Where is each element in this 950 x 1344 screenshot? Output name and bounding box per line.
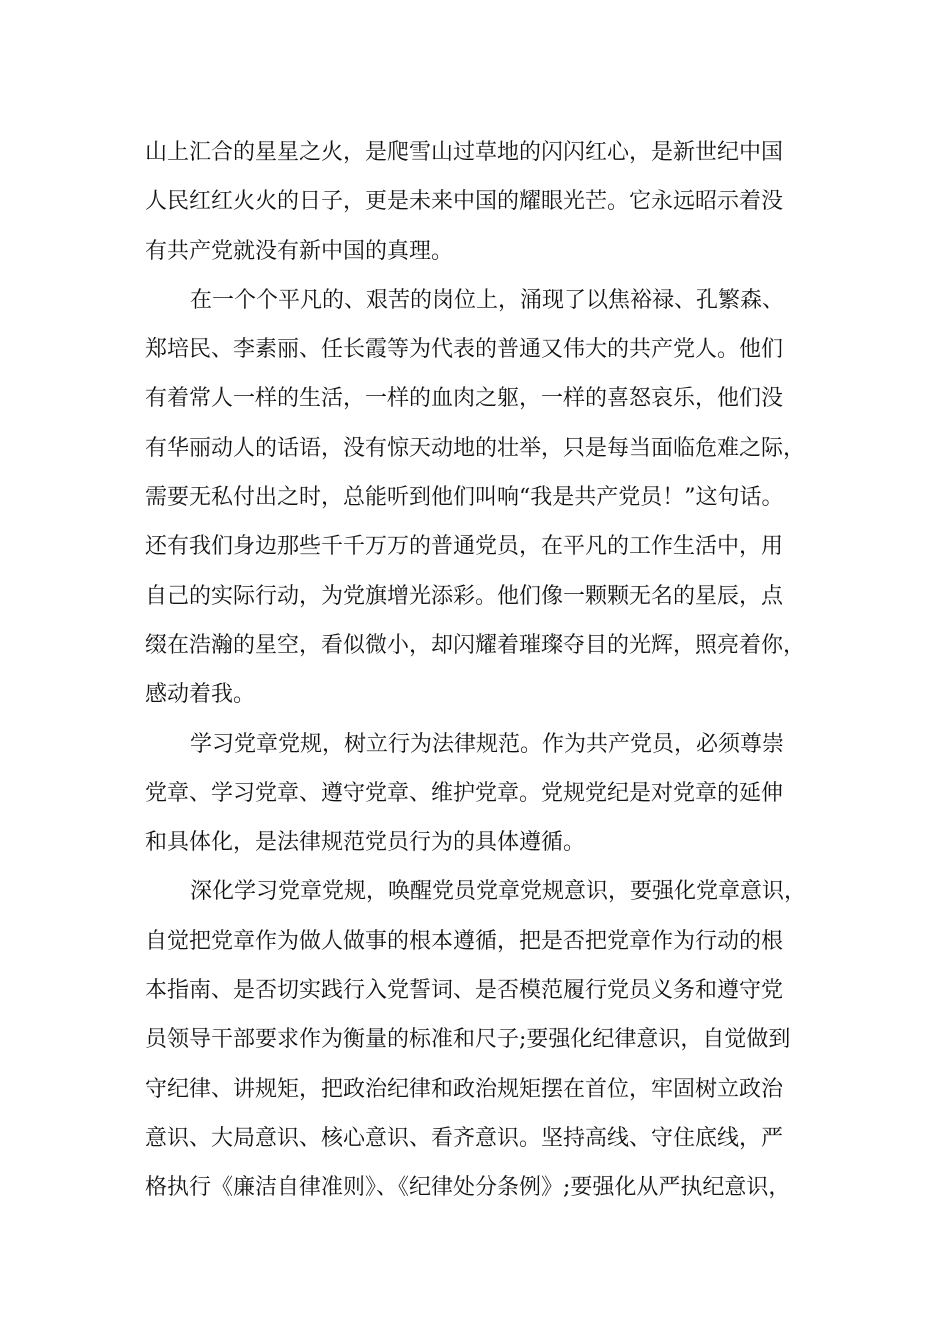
text-line: 在一个个平凡的、艰苦的岗位上，涌现了以焦裕禄、孔繁森、 xyxy=(190,287,785,313)
text-line: 有华丽动人的话语，没有惊天动地的壮举，只是每当面临危难之际， xyxy=(145,435,806,461)
text-line: 有共产党就没有新中国的真理。 xyxy=(145,238,454,264)
text-line: 意识、大局意识、核心意识、看齐意识。坚持高线、守住底线，严 xyxy=(145,1125,784,1151)
text-line: 人民红红火火的日子，更是未来中国的耀眼光芒。它永远昭示着没 xyxy=(145,189,784,215)
text-line: 自觉把党章作为做人做事的根本遵循，把是否把党章作为行动的根 xyxy=(145,928,784,954)
text-line: 深化学习党章党规，唤醒党员党章党规意识，要强化党章意识， xyxy=(190,879,807,905)
text-line: 感动着我。 xyxy=(145,682,256,708)
text-line: 本指南、是否切实践行入党誓词、是否模范履行党员义务和遵守党 xyxy=(145,978,784,1004)
text-line: 党章、学习党章、遵守党章、维护党章。党规党纪是对党章的延伸 xyxy=(145,780,784,806)
text-line: 自己的实际行动，为党旗增光添彩。他们像一颗颗无名的星辰，点 xyxy=(145,583,784,609)
paragraph-1 xyxy=(145,128,825,276)
paragraph-4 xyxy=(145,867,825,1212)
text-line: 还有我们身边那些千千万万的普通党员，在平凡的工作生活中，用 xyxy=(145,534,784,560)
text-line: 守纪律、讲规矩，把政治纪律和政治规矩摆在首位，牢固树立政治 xyxy=(145,1076,784,1102)
document-body xyxy=(145,128,825,1213)
paragraph-3 xyxy=(145,720,825,868)
text-line: 员领导干部要求作为衡量的标准和尺子;要强化纪律意识，自觉做到 xyxy=(145,1027,791,1053)
text-line: 需要无私付出之时，总能听到他们叫响“我是共产党员！”这句话。 xyxy=(145,485,784,511)
paragraph-2 xyxy=(145,276,825,720)
text-line: 山上汇合的星星之火，是爬雪山过草地的闪闪红心，是新世纪中国 xyxy=(145,140,784,165)
text-line: 缀在浩瀚的星空，看似微小，却闪耀着璀璨夺目的光辉，照亮着你， xyxy=(145,632,806,658)
text-line: 学习党章党规，树立行为法律规范。作为共产党员，必须尊崇 xyxy=(190,731,785,757)
text-line: 和具体化，是法律规范党员行为的具体遵循。 xyxy=(145,830,586,856)
text-line: 郑培民、李素丽、任长霞等为代表的普通又伟大的共产党人。他们 xyxy=(145,337,784,363)
text-line: 格执行《廉洁自律准则》、《纪律处分条例》;要强化从严执纪意识， xyxy=(145,1175,791,1201)
text-line: 有着常人一样的生活，一样的血肉之躯，一样的喜怒哀乐，他们没 xyxy=(145,386,784,412)
